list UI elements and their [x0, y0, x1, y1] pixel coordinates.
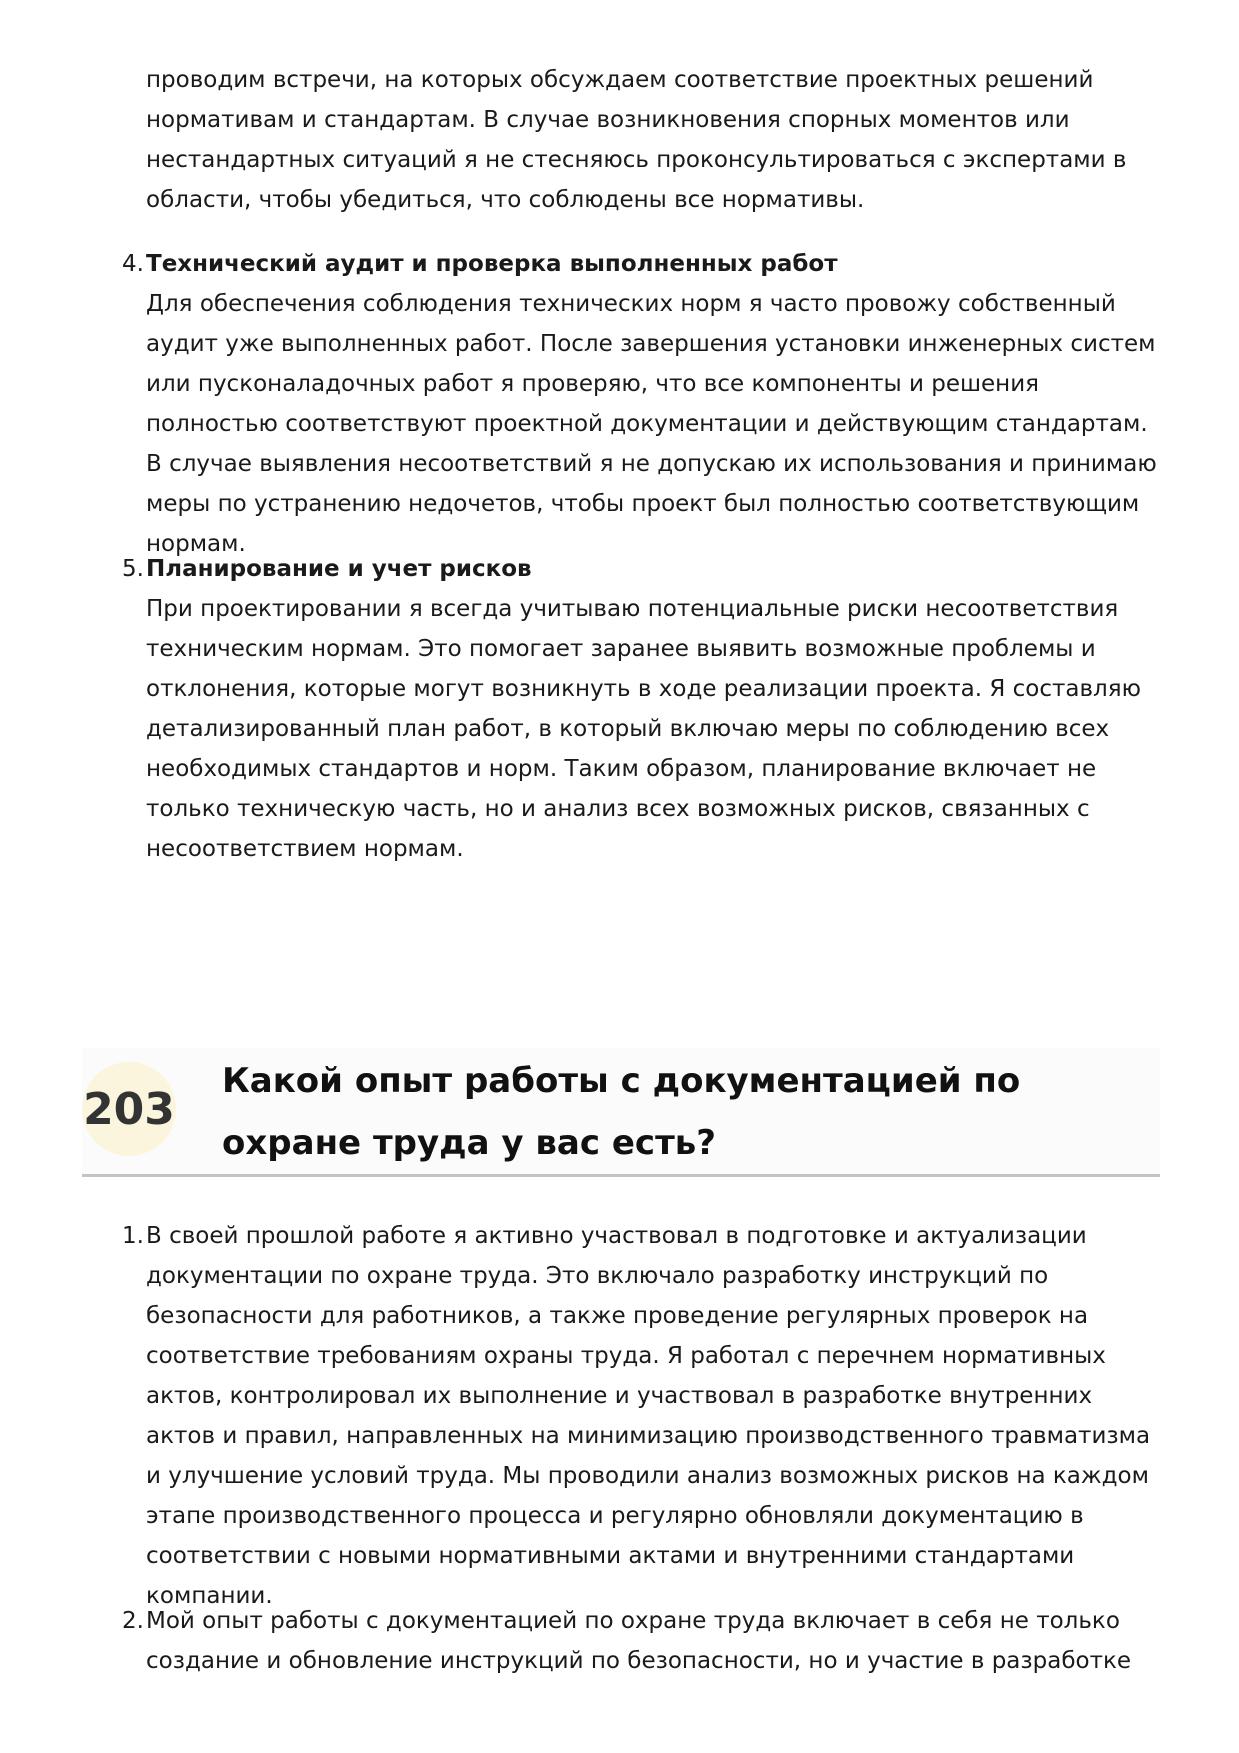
list-item-number: 2.	[122, 1608, 144, 1634]
list-item-body: Мой опыт работы с документацией по охране труда включает в себя не только создание и обновление инструкций по безопасности, но и участие в разработке	[146, 1608, 1132, 1674]
answer-item-1	[122, 1216, 1166, 1616]
intro-paragraph: проводим встречи, на которых обсуждаем соответствие проектных решений нормативам и стандартам. В случае возникновения спорных моментов или нестандартных ситуаций я не стесняюсь проконсультироваться с экспертами в области, чтобы убедиться, что соблюдены все нормативы.	[146, 67, 1127, 213]
list-item-5	[122, 549, 1166, 869]
question-header	[82, 1048, 1160, 1177]
list-item-body: В своей прошлой работе я активно участвовал в подготовке и актуализации документации по охране труда. Это включало разработку инструкций по безопасности для работников, а также проведение регулярных проверок на соответствие требованиям охраны труда. Я работал с перечнем нормативных актов, контролировал их выполнение и участвовал в разработке внутренних актов и правил, направленных на минимизацию производственного травматизма и улучшение условий труда. Мы проводили анализ возможных рисков на каждом этапе производственного процесса и регулярно обновляли документацию в соответствии с новыми нормативными актами и внутренними стандартами компании.	[146, 1223, 1151, 1609]
question-title: Какой опыт работы с документацией по охране труда у вас есть?	[222, 1061, 1021, 1163]
list-item-number: 5.	[122, 556, 144, 582]
list-item-4	[122, 244, 1166, 564]
list-item-title: Планирование и учет рисков	[146, 556, 532, 582]
answer-item-2	[122, 1601, 1166, 1681]
list-item-number: 1.	[122, 1223, 144, 1249]
question-number-badge: 203	[82, 1062, 176, 1156]
list-item-body: При проектировании я всегда учитываю потенциальные риски несоответствия техническим нормам. Это помогает заранее выявить возможные проблемы и отклонения, которые могут возникнуть в ходе реализации проекта. Я составляю детализированный план работ, в который включаю меры по соблюдению всех необходимых стандартов и норм. Таким образом, планирование включает не только техническую часть, но и анализ всех возможных рисков, связанных с несоответствием нормам.	[146, 596, 1141, 862]
list-item-title: Технический аудит и проверка выполненных работ	[146, 251, 838, 277]
list-item-body: Для обеспечения соблюдения технических норм я часто провожу собственный аудит уже выполненных работ. После завершения установки инженерных систем или пусконаладочных работ я проверяю, что все компоненты и решения полностью соответствуют проектной документации и действующим стандартам. В случае выявления несоответствий я не допускаю их использования и принимаю меры по устранению недочетов, чтобы проект был полностью соответствующим нормам.	[146, 291, 1157, 557]
list-item-number: 4.	[122, 251, 144, 277]
